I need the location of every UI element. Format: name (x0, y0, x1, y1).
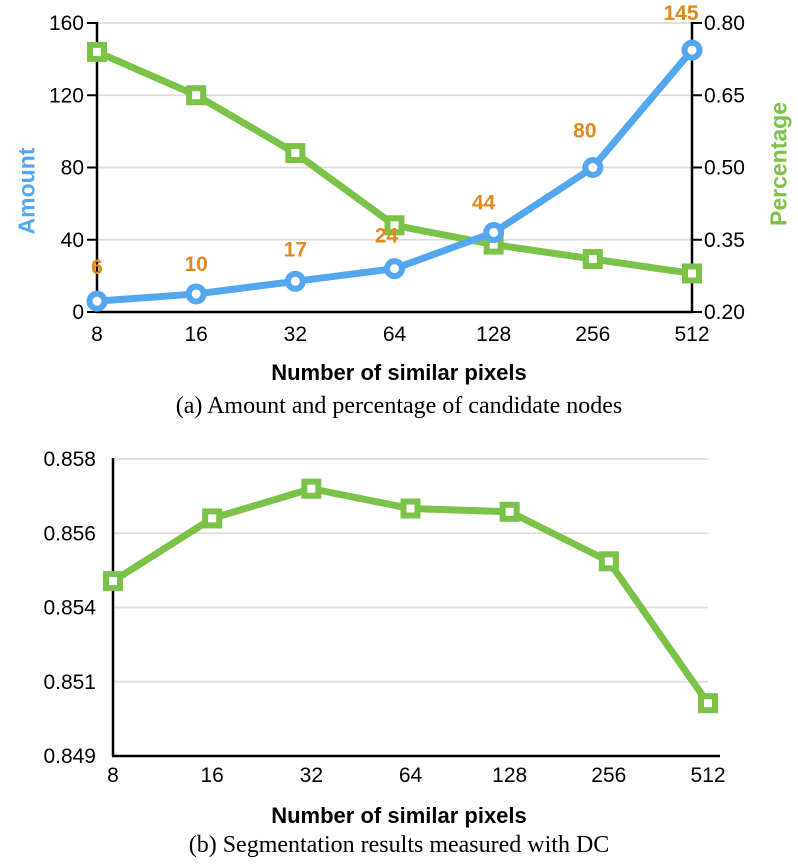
amount-data-point (387, 261, 402, 276)
y-axis-tick-label: 0.858 (43, 448, 96, 471)
x-axis-tick-label: 16 (184, 323, 208, 346)
right-axis-tick-label: 0.20 (704, 301, 745, 324)
dc-data-point (304, 482, 318, 496)
x-axis-tick-label: 16 (200, 764, 224, 787)
amount-data-label: 10 (184, 252, 208, 276)
y-axis-tick-label: 0.854 (43, 596, 96, 620)
amount-data-label: 17 (283, 238, 308, 262)
chart-a-x-axis-title: Number of similar pixels (271, 360, 527, 385)
left-axis-tick-label: 40 (60, 228, 84, 252)
chart-b-caption: (b) Segmentation results measured with DC (188, 832, 610, 858)
right-axis-tick-label: 0.65 (704, 84, 745, 108)
y-axis-tick-label: 0.849 (43, 745, 96, 768)
y-axis-tick-label: 0.856 (43, 522, 96, 546)
x-axis-tick-label: 32 (299, 764, 324, 787)
percentage-data-point (90, 45, 104, 59)
x-axis-tick-label: 128 (492, 764, 528, 787)
x-axis-tick-label: 32 (283, 323, 308, 346)
amount-axis-title: Amount (13, 147, 40, 235)
amount-data-label: 80 (573, 119, 597, 143)
x-axis-tick-label: 8 (91, 323, 103, 346)
chart-b-x-axis-title: Number of similar pixels (271, 803, 527, 828)
dc-data-point (106, 574, 120, 588)
amount-data-point (189, 286, 204, 301)
dc-data-point (205, 511, 219, 525)
x-axis-tick-label: 64 (382, 323, 407, 346)
chart-a-caption: (a) Amount and percentage of candidate nodes (175, 393, 623, 419)
dc-data-point (503, 505, 517, 519)
amount-data-label: 6 (91, 256, 103, 280)
right-axis-tick-label: 0.80 (704, 12, 745, 35)
amount-data-label: 145 (663, 2, 699, 26)
chart-b-canvas (0, 440, 798, 798)
x-axis-tick-label: 256 (575, 323, 611, 346)
x-axis-tick-label: 64 (398, 764, 423, 787)
amount-data-point (486, 225, 501, 240)
dc-data-point (404, 502, 418, 516)
x-axis-tick-label: 256 (591, 764, 627, 787)
amount-data-label: 24 (374, 224, 399, 248)
percentage-data-point (288, 146, 302, 160)
amount-data-point (90, 294, 105, 309)
left-axis-tick-label: 160 (48, 12, 84, 35)
percentage-axis-title: Percentage (765, 101, 792, 227)
right-axis-tick-label: 0.35 (704, 228, 745, 252)
percentage-data-point (586, 252, 600, 266)
percentage-data-point (189, 88, 203, 102)
left-axis-tick-label: 80 (60, 156, 84, 180)
amount-data-point (288, 274, 303, 289)
amount-data-point (685, 43, 700, 58)
dc-data-point (602, 554, 616, 568)
amount-data-label: 44 (471, 191, 496, 215)
left-axis-tick-label: 0 (72, 301, 84, 324)
amount-data-point (585, 160, 600, 175)
chart-a-canvas (0, 0, 798, 350)
x-axis-tick-label: 128 (476, 323, 512, 346)
x-axis-tick-label: 8 (107, 764, 119, 787)
x-axis-tick-label: 512 (690, 764, 726, 787)
right-axis-tick-label: 0.50 (704, 156, 745, 180)
left-axis-tick-label: 120 (48, 84, 84, 108)
x-axis-tick-label: 512 (674, 323, 710, 346)
dc-data-point (701, 696, 715, 710)
percentage-data-point (685, 266, 699, 280)
y-axis-tick-label: 0.851 (43, 670, 96, 694)
